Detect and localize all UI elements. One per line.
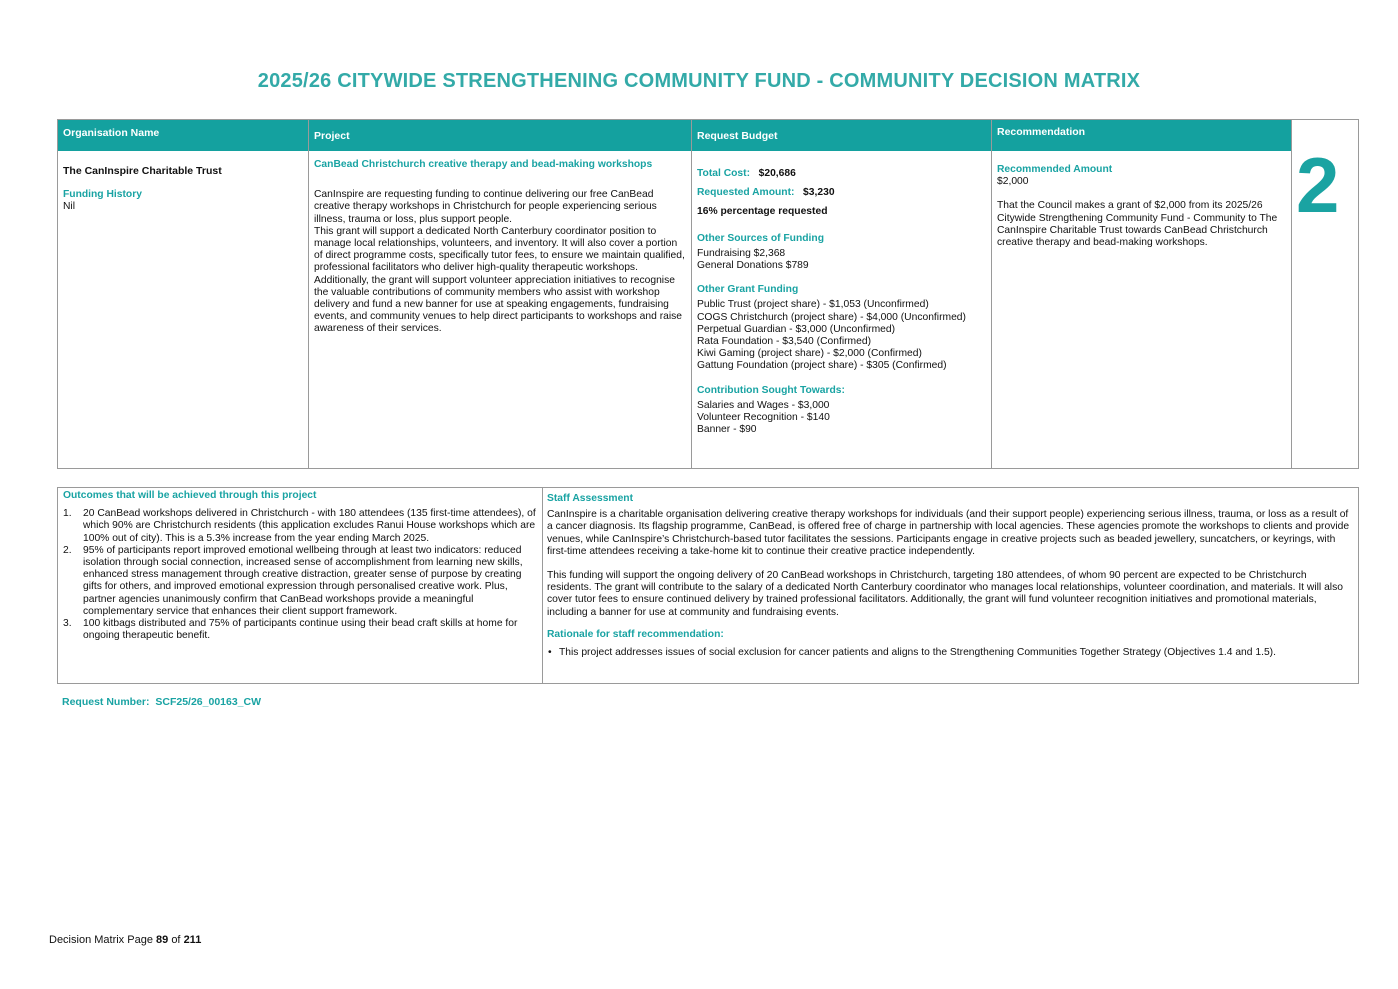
header-project: Project: [309, 120, 692, 151]
outcomes-cell: [58, 488, 542, 642]
assessment-table: [57, 487, 1359, 684]
page-indicator: Decision Matrix Page 89 of 211: [49, 934, 202, 946]
header-recommendation: Recommendation: [992, 120, 1292, 151]
contribution-sought-label: Contribution Sought Towards:: [697, 384, 845, 396]
other-sources-label: Other Sources of Funding: [697, 232, 824, 244]
other-grant-item: Rata Foundation - $3,540 (Confirmed): [697, 336, 871, 348]
other-grant-funding-label: Other Grant Funding: [697, 284, 799, 296]
outcome-item: 3. 100 kitbags distributed and 75% of participants continue using their bead craft skills at home for ongoing therapeutic benefit.: [63, 618, 518, 642]
header-organisation-name: Organisation Name: [58, 120, 309, 151]
project-description-2: This grant will support a dedicated North Canterbury coordinator position to manage local relationships, volunteers, and inventory. It will also cover a portion of direct programme costs, specifically tutor fees, to ensure we maintain qualified, professional facilitators who deliver high-quality therapeutic workshops.: [314, 225, 685, 274]
request-number: Request Number: SCF25/26_00163_CW: [62, 696, 262, 708]
project-description-1: CanInspire are requesting funding to continue delivering our free CanBead creative therapy workshops in Christchurch for people experiencing serious illness, trauma or loss, plus support people.: [314, 189, 657, 225]
organisation-cell: [58, 151, 308, 468]
outcomes-list: [61, 508, 537, 642]
other-grant-item: COGS Christchurch (project share) - $4,000 (Unconfirmed): [697, 311, 966, 323]
recommendation-text: That the Council makes a grant of $2,000 from its 2025/26 Citywide Strengthening Community Fund - Community to The CanInspire Charitable Trust towards CanBead Christchurch creative therapy and bead-making workshops.: [997, 200, 1278, 249]
page-total: 211: [183, 934, 202, 946]
header-request-budget: Request Budget: [692, 120, 992, 151]
project-description-3: Additionally, the grant will support volunteer appreciation initiatives to recognise the valuable contributions of community members who assist with workshop delivery and fund a new banner for use at speaking engagements, fundraising events, and community venues to help direct participants to workshops and raise awareness of their services.: [314, 274, 683, 335]
other-source-item: General Donations $789: [697, 260, 809, 272]
column-divider: [1291, 120, 1292, 468]
requested-amount-label: Requested Amount:: [697, 187, 795, 199]
project-cell: [309, 151, 691, 468]
contribution-item: Banner - $90: [697, 424, 757, 436]
contribution-item: Salaries and Wages - $3,000: [697, 399, 830, 411]
other-grant-item: Perpetual Guardian - $3,000 (Unconfirmed): [697, 323, 896, 335]
other-grant-item: Gattung Foundation (project share) - $305 (Confirmed): [697, 360, 947, 372]
page-current: 89: [156, 934, 169, 946]
other-source-item: Fundraising $2,368: [697, 247, 786, 259]
decision-matrix-table: [57, 119, 1359, 469]
requested-amount-value: $3,230: [803, 187, 835, 199]
staff-assessment-paragraph: This funding will support the ongoing delivery of 20 CanBead workshops in Christchurch, targeting 180 attendees, of whom 90 percent are expected to be Christchurch residents. The grant will contribute to the salary of a dedicated North Canterbury coordinator who manages local relationships, volunteer coordination, and materials. It will also cover tutor fees to ensure continued delivery by trained professional facilitators. Additionally, the grant will fund volunteer recognition initiatives and promotional materials, including a banner for use at community and fundraising events.: [547, 570, 1343, 618]
funding-history-value: Nil: [63, 201, 76, 213]
total-cost-label: Total Cost:: [697, 168, 751, 179]
rationale-label: Rationale for staff recommendation:: [547, 628, 724, 640]
percentage-requested: 16% percentage requested: [697, 206, 828, 218]
priority-number: 2: [1296, 141, 1340, 229]
budget-cell: [692, 151, 991, 468]
rationale-list: [547, 647, 1352, 659]
outcome-item: 1. 20 CanBead workshops delivered in Christchurch - with 180 attendees (135 first-time attendees), of which 90% are Christchurch residents (this application excludes Ranui House workshops which are 100% out of city). This is a 5.3% increase from the year ending March 2025.: [63, 508, 536, 544]
funding-history-label: Funding History: [63, 189, 142, 201]
recommended-amount-label: Recommended Amount: [997, 164, 1113, 175]
recommended-amount-value: $2,000: [997, 176, 1029, 188]
staff-assessment-label: Staff Assessment: [547, 493, 634, 504]
page-title: 2025/26 CITYWIDE STRENGTHENING COMMUNITY FUND - COMMUNITY DECISION MATRIX: [257, 70, 1141, 92]
recommendation-cell: [992, 151, 1291, 468]
staff-assessment-cell: [543, 488, 1358, 659]
staff-assessment-paragraph: CanInspire is a charitable organisation delivering creative therapy workshops for individuals (and their support people) experiencing serious illness, trauma, or loss as a result of a cancer diagnosis. Its flagship programme, CanBead, is offered free of charge in partnership with local agencies. These agencies promote the workshops to clients and provide venues, while CanInspire’s Christchurch-based tutor facilitates the sessions. Participants engage in creative projects such as beaded jewellery, suncatchers, or keyrings, with first-time attendees receiving a take-home kit to continue their creative practice independently.: [547, 509, 1350, 557]
outcome-item: 2. 95% of participants report improved emotional wellbeing through at least two indicators: reduced isolation through social connection, increased sense of accomplishment from learning new skills, enhanced stress management through creative distraction, greater sense of purpose by creating gifts for others, and improved emotional expression through personalised creative work. Plus, partner agencies unanimously confirm that CanBead workshops provide a meaningful complementary service that enhances their client support framework.: [63, 544, 523, 617]
other-grant-item: Public Trust (project share) - $1,053 (Unconfirmed): [697, 299, 929, 311]
request-number-value: SCF25/26_00163_CW: [155, 696, 262, 708]
other-grant-item: Kiwi Gaming (project share) - $2,000 (Confirmed): [697, 348, 922, 360]
rationale-item: • This project addresses issues of social exclusion for cancer patients and aligns to the Strengthening Communities Together Strategy (Objectives 1.4 and 1.5).: [548, 647, 1276, 659]
organisation-name: The CanInspire Charitable Trust: [63, 165, 222, 177]
contribution-item: Volunteer Recognition - $140: [697, 412, 830, 424]
total-cost-value: $20,686: [758, 168, 796, 179]
outcomes-label: Outcomes that will be achieved through this project: [63, 490, 317, 501]
project-title: CanBead Christchurch creative therapy and bead-making workshops: [314, 159, 653, 170]
